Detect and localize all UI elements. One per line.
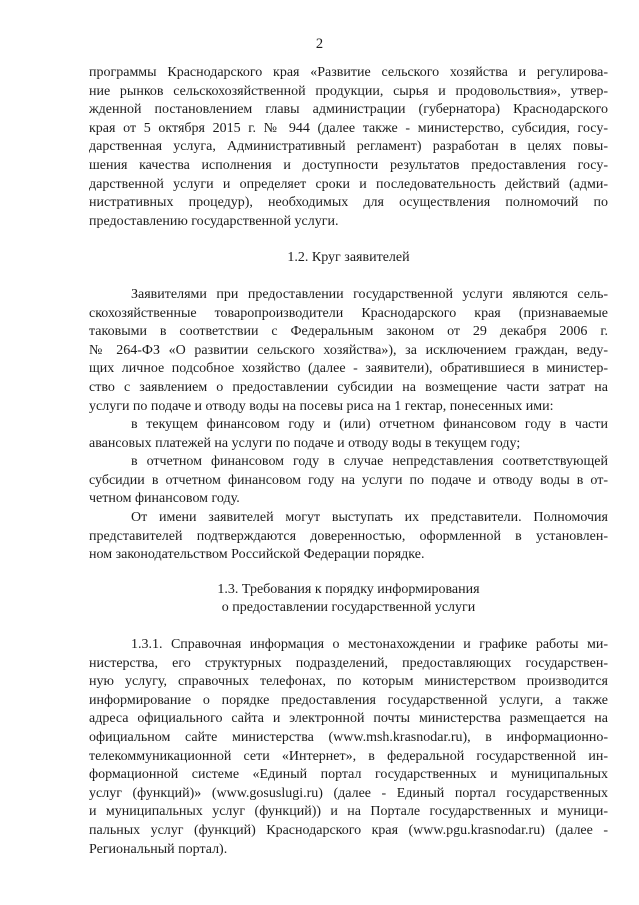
text-line: субсидии в отчетном финансовом году на услуги по подаче и отводу воды в от-: [89, 472, 608, 488]
paragraph-reporting-year: [89, 453, 608, 509]
text-line: № 264-ФЗ «О развитии сельского хозяйства»), за исключением граждан, веду-: [89, 342, 608, 358]
paragraph-intro: [89, 64, 608, 231]
paragraph-1-3-1: [89, 636, 608, 859]
text-line: адреса официального сайта и электронной почты министерства размещается на: [89, 711, 608, 727]
heading-line: о предоставлении государственной услуги: [221, 600, 476, 616]
text-line: шения качества исполнения и доступности результатов предоставления госу-: [89, 157, 608, 173]
text-line: в отчетном финансовом году в случае непредставления соответствующей: [131, 454, 608, 470]
text-line: услуг (функций)» (www.gosuslugi.ru) (далее - Единый портал государственных: [89, 785, 608, 801]
text-line: скохозяйственные товаропроизводители Краснодарского края (признаваемые: [89, 305, 608, 321]
text-line: информирование о порядке предоставления государственной услуги, а также: [89, 692, 608, 708]
text-line: в текущем финансовом году и (или) отчетном финансовом году в части: [131, 417, 608, 433]
text-line: авансовых платежей на услуги по подаче и отводу воды в текущем году;: [89, 435, 521, 451]
text-line: ство с заявлением о предоставлении субсидии на возмещение части затрат на: [89, 379, 608, 395]
paragraph-current-year: [89, 416, 608, 453]
heading-line: 1.3. Требования к порядку информирования: [217, 581, 480, 597]
text-line: услуги по подаче и отводу воды на посевы риса на 1 гектар, понесенных ими:: [89, 398, 554, 414]
text-line: 1.3.1. Справочная информация о местонахождении и графике работы ми-: [131, 637, 608, 653]
text-line: края от 5 октября 2015 г. № 944 (далее также - министерство, субсидия, госу-: [89, 120, 608, 136]
text-line: ном законодательством Российской Федерации порядке.: [89, 547, 425, 563]
paragraph-representatives: [89, 509, 608, 565]
text-line: нистерства, его структурных подразделений, предоставляющих государствен-: [89, 655, 608, 671]
text-line: щих личное подсобное хозяйство (далее - заявители), обратившиеся в министер-: [89, 361, 608, 377]
text-line: нистративных процедур), необходимых для осуществления полномочий по: [89, 195, 608, 211]
text-line: таковыми в соответствии с Федеральным законом от 29 декабря 2006 г.: [89, 324, 608, 340]
text-line: четном финансовом году.: [89, 491, 240, 507]
text-line: официальном сайте министерства (www.msh.krasnodar.ru), в информационно-: [89, 730, 608, 745]
section-heading-1-3: [89, 581, 608, 618]
text-line: представителей подтверждаются доверенностью, оформленной в установлен-: [89, 528, 608, 544]
text-line: Региональный портал).: [89, 841, 228, 857]
page-number: 2: [315, 36, 324, 52]
text-line: формационной системе «Единый портал государственных и муниципальных: [89, 767, 608, 783]
text-line: дарственной услуги и определяет сроки и последовательность действий (адми-: [89, 176, 608, 192]
text-line: Заявителями при предоставлении государственной услуги являются сель-: [131, 286, 608, 302]
heading-line: 1.2. Круг заявителей: [287, 250, 410, 266]
text-line: предоставлению государственной услуги.: [89, 213, 339, 229]
text-line: программы Краснодарского края «Развитие сельского хозяйства и регулирова-: [89, 65, 608, 80]
text-line: пальных услуг (функций) Краснодарского края (www.pgu.krasnodar.ru) (далее -: [89, 822, 608, 838]
text-line: От имени заявителей могут выступать их представители. Полномочия: [131, 510, 608, 526]
text-line: ние рынков сельскохозяйственной продукции, сырья и продовольствия», утвер-: [89, 83, 608, 99]
text-line: дарственная услуга, Административный регламент) разработан в целях повы-: [89, 139, 608, 155]
text-line: жденной постановлением главы администрации (губернатора) Краснодарского: [89, 102, 608, 118]
text-line: и муниципальных услуг (функций)) и на Портале государственных и муници-: [89, 804, 608, 820]
paragraph-applicants: [89, 286, 608, 416]
text-line: ную услугу, справочных телефонах, по которым министерством производится: [89, 674, 608, 690]
document-body: [89, 64, 608, 859]
section-heading-1-2: [89, 249, 608, 268]
text-line: телекоммуникационной сети «Интернет», в федеральной государственной ин-: [89, 748, 608, 764]
